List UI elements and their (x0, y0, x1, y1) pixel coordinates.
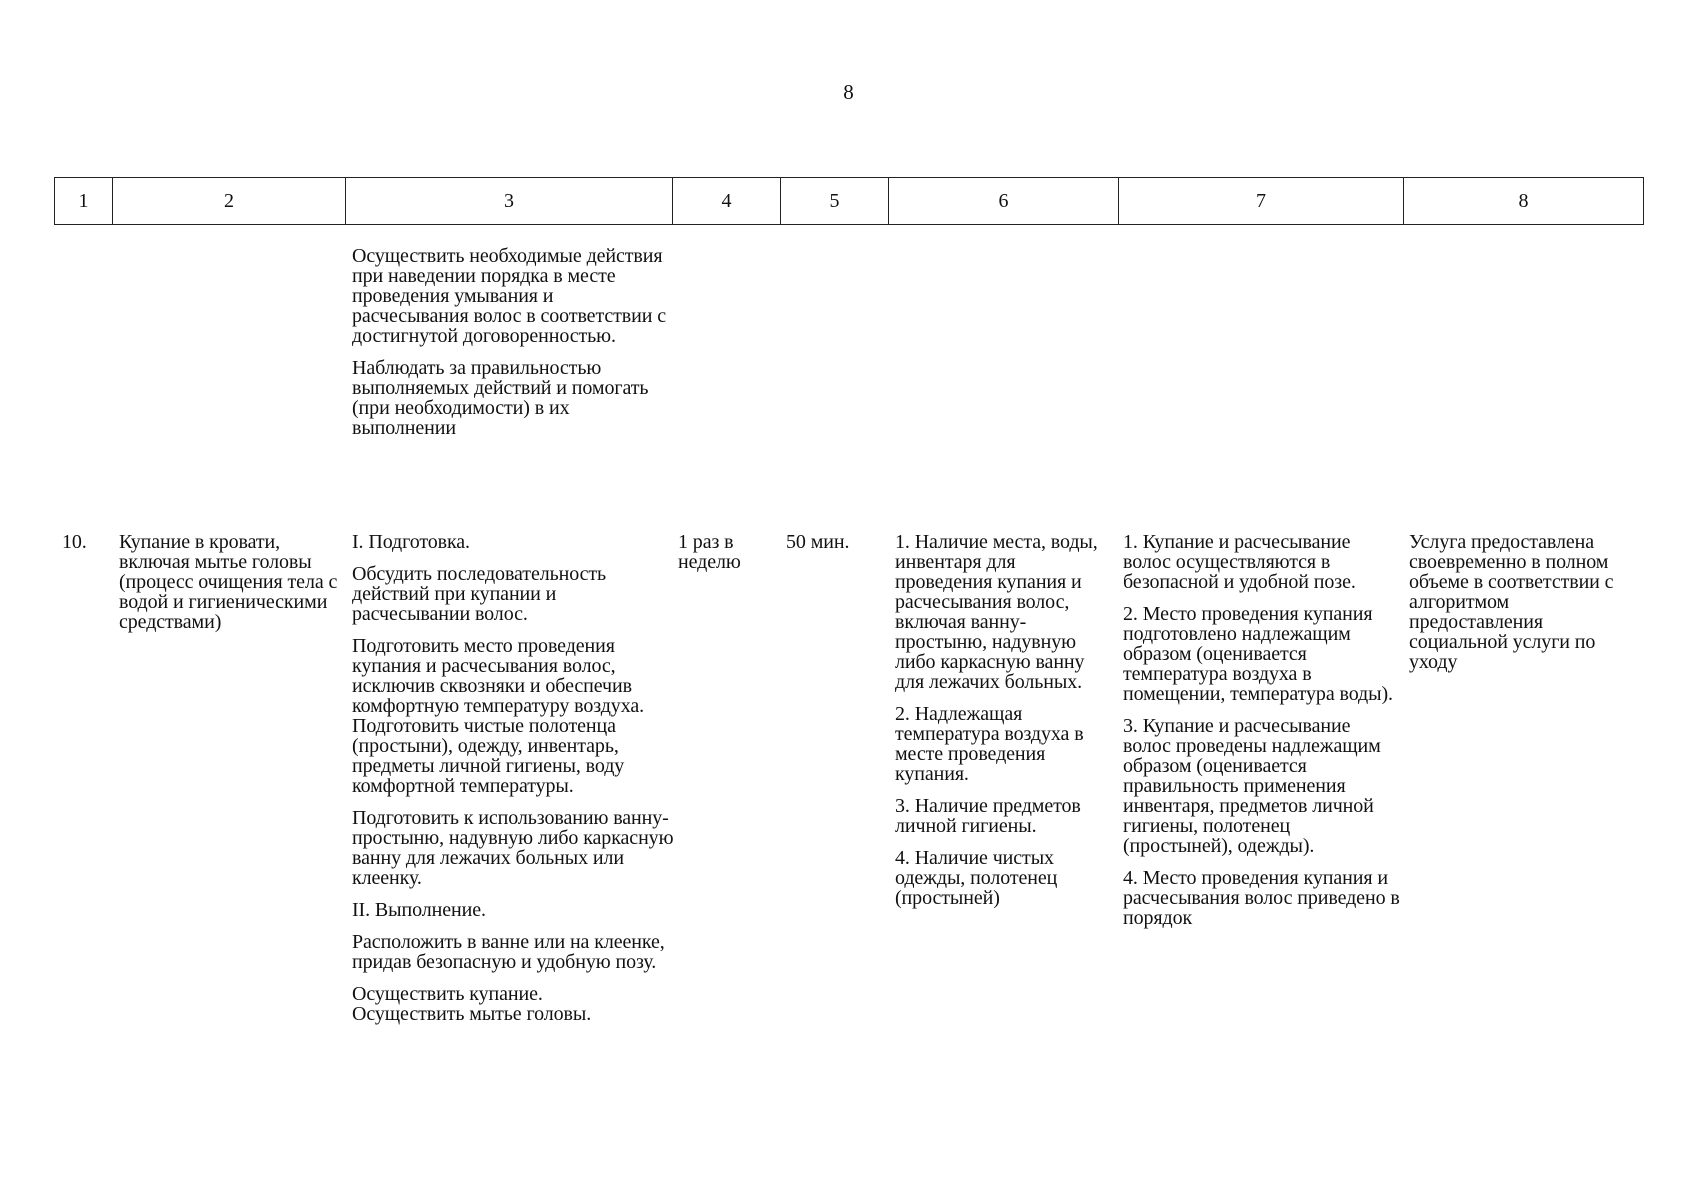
conditions (895, 532, 1117, 908)
row-number: 10. (62, 531, 87, 553)
header-cell-1: 1 (55, 178, 113, 225)
step-paragraph: Подготовить место проведения купания и расчесывания волос, исключив сквозняки и обеспечив комфортную температуру воздуха. (352, 635, 645, 717)
quality-item: 3. Купание и расчесывание волос проведены надлежащим образом (оценивается правильность применения инвентаря, предметов личной гигиены, полотенец (простыней), одежды). (1123, 715, 1381, 857)
header-cell-5: 5 (781, 178, 889, 225)
condition-item: 1. Наличие места, воды, инвентаря для проведения купания и расчесывания волос, включая ванну-простыню, надувную либо каркасную ванну для лежачих больных. (895, 531, 1098, 693)
condition-item: 2. Надлежащая температура воздуха в месте проведения купания. (895, 703, 1084, 785)
step-paragraph: Подготовить чистые полотенца (простыни), одежду, инвентарь, предметы личной гигиены, воду комфортной температуры. (352, 715, 625, 797)
service-name: Купание в кровати, включая мытье головы (процесс очищения тела с водой и гигиеническими средствами) (119, 531, 338, 633)
column-number-header (54, 177, 1644, 225)
step-paragraph: Осуществить купание. (352, 983, 543, 1005)
service-steps (352, 532, 674, 1024)
step-paragraph: Осуществить мытье головы. (352, 1003, 592, 1025)
frequency: 1 раз в неделю (678, 531, 741, 573)
step-paragraph: Расположить в ванне или на клеенке, придав безопасную и удобную позу. (352, 931, 665, 973)
step-paragraph: Обсудить последовательность действий при купании и расчесывании волос. (352, 563, 607, 625)
step-heading: I. Подготовка. (352, 531, 470, 553)
duration: 50 мин. (786, 531, 850, 553)
service-result: Услуга предоставлена своевременно в полном объеме в соответствии с алгоритмом предоставления социальной услуги по уходу (1409, 531, 1614, 673)
quality-indicators (1123, 532, 1403, 928)
page-number: 8 (843, 80, 854, 104)
header-cell-2: 2 (113, 178, 346, 225)
step-paragraph: Подготовить к использованию ванну-простыню, надувную либо каркасную ванну для лежачих больных или клеенку. (352, 807, 674, 889)
quality-item: 2. Место проведения купания подготовлено надлежащим образом (оценивается температура воздуха в помещении, температура воды). (1123, 603, 1393, 705)
header-cell-3: 3 (346, 178, 673, 225)
continuation-paragraph: Наблюдать за правильностью выполняемых действий и помогать (при необходимости) в их выполнении (352, 357, 649, 439)
quality-item: 4. Место проведения купания и расчесывания волос приведено в порядок (1123, 867, 1400, 929)
header-cell-4: 4 (673, 178, 781, 225)
step-heading: II. Выполнение. (352, 899, 486, 921)
header-cell-6: 6 (889, 178, 1119, 225)
header-cell-7: 7 (1119, 178, 1404, 225)
continuation-paragraph: Осуществить необходимые действия при наведении порядка в месте проведения умывания и расчесывания волос в соответствии с достигнутой договоренностью. (352, 245, 666, 347)
quality-item: 1. Купание и расчесывание волос осуществляются в безопасной и удобной позе. (1123, 531, 1356, 593)
condition-item: 3. Наличие предметов личной гигиены. (895, 795, 1081, 837)
continuation-actions (352, 246, 674, 438)
header-cell-8: 8 (1404, 178, 1644, 225)
condition-item: 4. Наличие чистых одежды, полотенец (простыней) (895, 847, 1058, 909)
